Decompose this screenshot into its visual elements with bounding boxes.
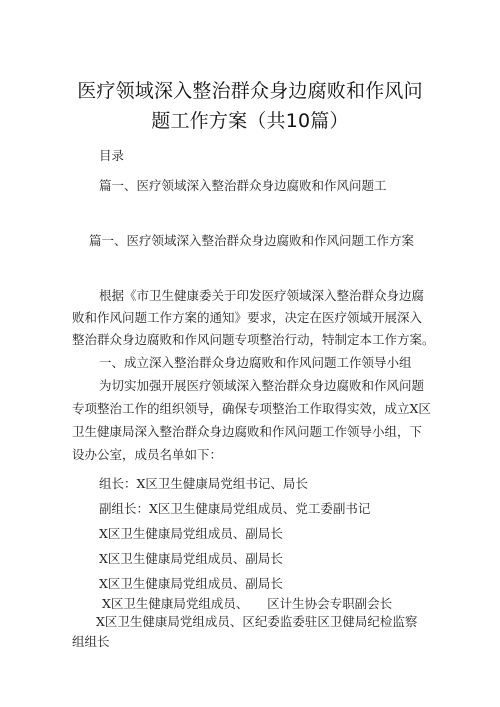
intro-paragraph-line: 根据《市卫生健康委关于印发医疗领域深入整治群众身边腐 — [99, 288, 425, 303]
body-paragraph-line: 为切实加强开展医疗领域深入整治群众身边腐败和作风问题 — [99, 378, 425, 393]
member-line: X区卫生健康局党组成员、 区计生协会专职副会长 — [102, 596, 393, 611]
member-line: X区卫生健康局党组成员、副局长 — [99, 576, 283, 591]
toc-label: 目录 — [99, 148, 125, 163]
intro-paragraph-line: 败和作风问题工作方案的通知》要求，决定在医疗领域开展深入 — [72, 310, 423, 325]
body-paragraph-line: 设办公室，成员名单如下： — [72, 447, 223, 462]
member-line: 组长：X区卫生健康局党组书记、局长 — [99, 476, 308, 491]
document-title-line2: 题工作方案（共10篇） — [151, 110, 349, 132]
body-paragraph-line: 专项整治工作的组织领导，确保专项整治工作取得实效，成立X区 — [72, 401, 431, 416]
member-line: 组组长 — [72, 634, 110, 649]
body-paragraph-line: 卫生健康局深入整治群众身边腐败和作风问题工作领导小组，下 — [72, 424, 423, 439]
member-line: X区卫生健康局党组成员、副局长 — [99, 526, 283, 541]
member-line: X区卫生健康局党组成员、副局长 — [99, 551, 283, 566]
intro-paragraph-line: 整治群众身边腐败和作风问题专项整治行动，特制定本工作方案。 — [72, 332, 435, 347]
document-title-line1: 医疗领域深入整治群众身边腐败和作风问 — [77, 80, 423, 102]
member-line: 副组长：X区卫生健康局党组成员、党工委副书记 — [99, 501, 371, 516]
member-line: X区卫生健康局党组成员、区纪委监委驻区卫健局纪检监察 — [96, 614, 418, 629]
section-heading: 篇一、医疗领域深入整治群众身边腐败和作风问题工作方案 — [89, 233, 415, 248]
subheading: 一、成立深入整治群众身边腐败和作风问题工作领导小组 — [99, 355, 412, 370]
toc-item[interactable]: 篇一、医疗领域深入整治群众身边腐败和作风问题工 — [99, 178, 387, 193]
